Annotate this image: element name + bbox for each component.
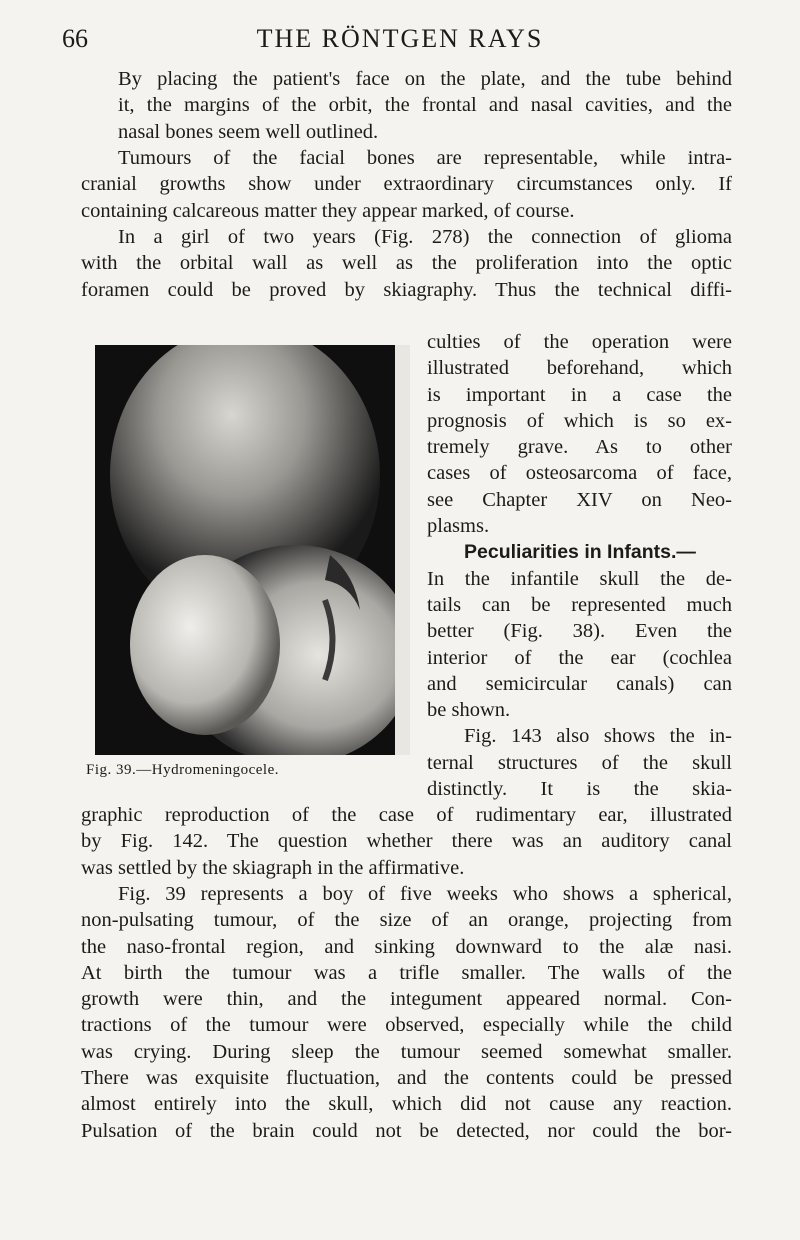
page-number: 66: [62, 24, 88, 53]
paragraph-5: Fig. 39 represents a boy of five weeks who shows a spherical, non-pulsating tumour, of the size of an orange, projecting from the naso-frontal region, and sinking downward to the alæ nasi. At birth the tumour was a trifle smaller. The walls of the growth were thin, and the integument appeared normal. Con- tractions of the tumour were observed, especially while the child was crying. During sleep the tumour seemed somewhat smaller. There was exquisite fluctuation, and the contents could be pressed almost entirely into the skull, which did not cause any reaction. Pulsation of the brain could not be detected, nor could the bor-: [81, 883, 732, 1142]
section-heading: Peculiarities in Infants.—: [464, 541, 696, 564]
paragraph-2: Tumours of the facial bones are representable, while intra- cranial growths show under extraordinary circumstances only. If containing calcareous matter they appear marked, of course.: [81, 147, 732, 222]
paragraph-4-continued: graphic reproduction of the case of rudimentary ear, illustrated by Fig. 142. The question whether there was an auditory canal was settled by the skiagraph in the affirmative.: [81, 804, 732, 879]
figure-photograph: [95, 345, 410, 755]
figure-caption: Fig. 39.—Hydromeningocele.: [86, 762, 279, 778]
right-column-text: culties of the operation were illustrated beforehand, which is important in a case the prognosis of which is so ex- tremely grave. As to other cases of osteosarcoma of face, see Chapter XIV on Neo- plasms. Peculiarities in Infants.— In the infantile skull the de- tails can be represented much better (Fig. 38). Even the interior of the ear (cochlea and semicircular canals) can be shown. Fig. 143 also shows the in- ternal structures of the skull distinctly. It is the skia-: [427, 331, 732, 801]
paragraph-1: By placing the patient's face on the plate, and the tube behind it, the margins of the orbit, the frontal and nasal cavities, and the nasal bones seem well outlined.: [118, 68, 732, 143]
running-head: THE RÖNTGEN RAYS: [256, 24, 544, 53]
paragraph-3: In a girl of two years (Fig. 278) the connection of glioma with the orbital wall as well as the proliferation into the optic foramen could be proved by skiagraphy. Thus the technical diffi-: [81, 226, 732, 301]
hydromeningocele-figure: [95, 345, 410, 755]
